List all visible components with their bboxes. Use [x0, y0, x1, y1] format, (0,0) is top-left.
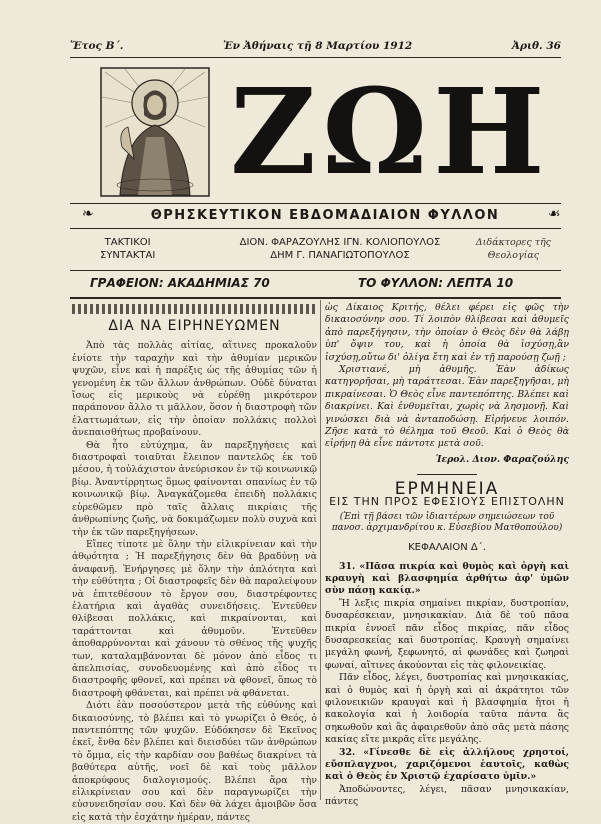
commentary-paragraph: Ἀποδώνοντες, λέγει, πᾶσαν μνησικακίαν, πάντες [325, 783, 569, 808]
office-rule [70, 297, 561, 299]
issue-line [70, 40, 561, 56]
article-paragraph: Ἀπὸ τὰς πολλὰς αἰτίας, αἵτινες προκαλοῦν ἐνίοτε τὴν ταραχὴν καὶ τὴν ἀθυμίαν μερικῶν ψυχῶν, εἶνε καὶ ἡ παρέξις ὡς τῆς ἀθυμίας τῶν ἡ γενομένη ἐκ τῶν ἄλλων ἀνθρώπων. Οὐδὲ δύναται ἴσως εἰς μερικοὺς νὰ εὑρέθῃ μικρότερον παράπονον ἄλλο τι μᾶλλον, ὅσον ἡ διαστροφὴ τῶν ἐλαττωμάτων, εἰς τὴν ὁποίαν πολλάκις πολλοὶ ἀνεπαισθήτως προβαίνουν. [72, 340, 317, 439]
article-paragraph: Διότι ἐὰν ποσούστερον μετὰ τῆς εὐθύνης καὶ δικαιοσύνης, τὸ βλέπει καὶ τὸ γνωρίζει ὁ Θεός, ὁ παντεπόπτης τῶν ψυχῶν. Εὐδόκησεν δὲ Ἐκεῖνος ἐκεῖ, ἔνθα δὲν βλέπει καὶ διεισδύει τῶν ἀνθρώπων τὸ ὄμμα, εἰς τὴν καρδίαν σου βαθέως διακρίνει τὰ βαθύτερα αὐτῆς, νοεῖ δὲ καὶ τοὺς μᾶλλον ἀποκρύφους διαλογισμούς. Βλέπει ἄρα τὴν εἰλικρίνειαν σου καὶ δὲν παραγνωρίζει τὴν εὐσυνειδησίαν σου. Καὶ δὲν θὰ λάχει ἀμοιβῶν ὅσα εἰς κατὰ τὴν ἐσχάτην ἡμέραν, πάντες [72, 700, 317, 823]
article-heading: ΔΙΑ ΝΑ ΕΙΡΗΝΕΥΩΜΕΝ [108, 318, 281, 334]
top-rule [70, 57, 561, 58]
masthead-rule [70, 203, 561, 204]
issue-number: Ἀριθ. 36 [511, 40, 561, 52]
issue-price: ΤΟ ΦΥΛΛΟΝ: ΛΕΠΤΑ 10 [358, 276, 514, 290]
office-address: ΓΡΑΦΕΙΟΝ: ΑΚΑΔΗΜΙΑΣ 70 [90, 276, 270, 290]
commentary-paragraph: Ἤ λεξις πικρία σημαίνει πικρίαν, δυστροπίαν, δυσαρέσκειαν, μνησικακίαν. Διὰ δὲ τοῦ πᾶσα πικρία ἐννοεῖ πᾶν εἶδος πικρίας, πᾶν εἶδος δυσαρεσκείας καὶ δυστροπίας. Κραυγὴ σημαίνει μεγάλη φωνή, ξεφωνητό, αἱ φωνάδες καὶ ζωηραὶ φωναί, αἵτινες ἀκούονται εἰς τὰς φιλονεικίας. [325, 597, 569, 671]
article-signature: Ἱερολ. Διον. Φαραζούλης [435, 453, 569, 465]
verse-32: 32. «Γίνεσθε δὲ εἰς ἀλλήλους χρηστοί, εὔσπλαγχνοι, χαριζόμενοι ἑαυτοῖς, καθὼς καὶ ὁ Θεὸς ἐν Χριστῷ ἐχαρίσατο ὑμῖν.» [325, 746, 569, 783]
chapter-heading: ΚΕΦΑΛΑΙΟΝ Δ΄. [408, 542, 486, 554]
section-divider [417, 474, 477, 475]
editors-role: Διδάκτορες τῆς Θεολογίας [475, 237, 551, 261]
article-paragraph: Θὰ ἦτο εὐτύχημα, ἂν παρεξηγήσεις καὶ διαστροφαὶ τοιαῦται ἔλειπον παντελῶς ἐκ τοῦ μέσου, ἡ τοὐλάχιστον ἀνεύρισκον ἐν τῷ κοινωνικῷ βίῳ. Ἀναντίρρητως ὅμως φαίνονται σπανίως ἐν τῷ κοινωνικῷ βίῳ. Ἀναγκάζομεθα ἐπειδὴ πολλάκις εὑρεθῶμεν πρὸ ταῖς ἄλλαις πικρίαις τῆς ἀνθρωπίνης ζωῆς, νὰ δοκιμάζωμεν πολὺ συχνὰ καὶ τὴν ἐκ τῶν παρεξηγήσεων. [72, 439, 317, 538]
masthead-title: ΖΩΗ [230, 62, 551, 201]
issue-date: Ἐν Ἀθήναις τῇ 8 Μαρτίου 1912 [223, 40, 413, 52]
article-paragraph: ὡς Δίκαιος Κριτής, θέλει φέρει εἰς φῶς τὴν δικαιοσύνην σου. Τί λοιπὸν θλίβεσαι καὶ ἀθυμεῖς ἀπὸ παρεξήγησιν, τὴν ὁποίαν ὁ Θεὸς δὲν θὰ λάβῃ ὑπ' ὄψιν του, καὶ ἡ ὁποία θὰ ἰσχύσῃ,ἂν ἰσχύσῃ,οὔτω δι' ὀλίγα ἔτη καὶ ἐν τῇ παρούσῃ ζωῇ ; [325, 302, 569, 363]
subtitle-rule [70, 228, 561, 229]
editors-box [70, 233, 561, 269]
right-column [325, 302, 569, 809]
issue-year: Ἔτος Β΄. [70, 40, 124, 52]
editors-names: ΔΙΟΝ. ΦΑΡΑΖΟΥΛΗΣ ΙΓΝ. ΚΟΛΙΟΠΟΥΛΟΣ ΔΗΜ Γ. ΠΑΝΑΓΙΩΤΟΠΟΥΛΟΣ [239, 237, 441, 261]
column-separator [320, 300, 321, 800]
ornament-right-icon: ☙ [548, 206, 561, 222]
editors-label: ΤΑΚΤΙΚΟΙ ΣΥΝΤΑΚΤΑΙ [100, 237, 156, 261]
ornament-left-icon: ❧ [82, 206, 94, 222]
commentary-paragraph: Πᾶν εἶδος, λέγει, δυστροπίας καὶ μνησικακίας, καὶ ὁ θυμὸς καὶ ἡ ὀργὴ καὶ αἱ ἀκράτητοι τῶν φιλονεικιῶν κραυγαὶ καὶ ἡ βλασφημία ἤτοι ἡ κακολογία καὶ ἡ λοιδορία ταῦτα πάντα ἂς σηκωθοῦν καὶ ἂς ἀφαιρεθοῦν ἀπὸ σᾶς μετὰ πάσης κακίας εἴτε μικρᾶς εἴτε μεγάλης. [325, 672, 569, 746]
left-column [72, 302, 317, 824]
article-paragraph: Εἴπες τίποτε μὲ ὅλην τὴν εἰλικρίνειαν καὶ τὴν ἀθῳότητα ; Ἡ παρεξήγησις δὲν θὰ βραδύνῃ νὰ ἀναφανῇ. Ἐνήργησες μὲ ὅλην τὴν ἁπλότητα καὶ τὴν εὐθύτητα ; Οἱ διαστροφεῖς δὲν θὰ παραλείψουν νὰ ἐπιτεθέσουν τὸ ἔργον σου, διαστρέφοντες ἐλατήρια καὶ ἀγαθὰς συνειδήσεις. Ἐντεῦθεν θλίβεσαι πολλάκις, καὶ πικραίνονται, καὶ ταράττονται καὶ ἀθυμοῦν. Ἐντεῦθεν ἀποθαρρύνονται καὶ χάνουν τὸ σθένος τῆς ψυχῆς των, καταλαμβάνονται δὲ μόνον ἀπὸ εἶδος τι ἀπελπισίας, συνοδευομένης καὶ ἀπὸ εἶδος τι διαστροφῆς φθονεῖ, καὶ πρέπει νὰ φθονεῖ, ὅπως τὸ διαστροφὴ φθάνεται, καὶ πρέπει νὰ φθάνεται. [72, 538, 317, 699]
masthead [90, 62, 570, 202]
commentary-note: (Ἐπὶ τῇ βάσει τῶν ἰδιαιτέρων σημειώσεων τοῦ πανοσ. ἀρχιμανδρίτου κ. Εὐσεβίου Ματθοπούλου) [331, 512, 563, 534]
commentary-heading: ΕΡΜΗΝΕΙΑ [394, 479, 500, 500]
ornament-band [72, 304, 317, 314]
commentary-subheading: ΕΙΣ ΤΗΝ ΠΡΟΣ ΕΦΕΣΙΟΥΣ ΕΠΙΣΤΟΛΗΝ [329, 494, 565, 508]
office-line [70, 276, 561, 294]
editors-rule [70, 270, 561, 271]
masthead-subtitle: ΘΡΗΣΚΕΥΤΙΚΟΝ ΕΒΔΟΜΑΔΙΑΙΟΝ ΦΥΛΛΟΝ [150, 208, 500, 223]
christ-icon [100, 67, 210, 197]
article-paragraph: Χριστιανέ, μὴ ἀθυμῆς. Ἐὰν ἀδίκως κατηγορῆσαι, μὴ ταράττεσαι. Ἐὰν παρεξηγῆσαι, μὴ πικραίνεσαι. Ὁ Θεὸς εἶνε παντεπόπτης. Βλέπει καὶ διακρίνει. Καὶ ἐνθυμεῖται, χωρὶς νὰ λησμονῇ. Καὶ γινώσκει διὰ νὰ ἀνταποδώσῃ. Εἰρήνευε λοιπόν. Ζῆσε κατὰ τὸ θέλημα τοῦ Θεοῦ. Καὶ ὁ Θεὸς θὰ εἰρήνῃ θὰ εἶνε πάντοτε μετὰ σοῦ. [325, 364, 569, 450]
verse-31: 31. «Πᾶσα πικρία καὶ θυμὸς καὶ ὀργὴ καὶ κραυγὴ καὶ βλασφημία ἀρθήτω ἀφ' ὑμῶν σὺν πάσῃ κακίᾳ.» [325, 560, 569, 597]
